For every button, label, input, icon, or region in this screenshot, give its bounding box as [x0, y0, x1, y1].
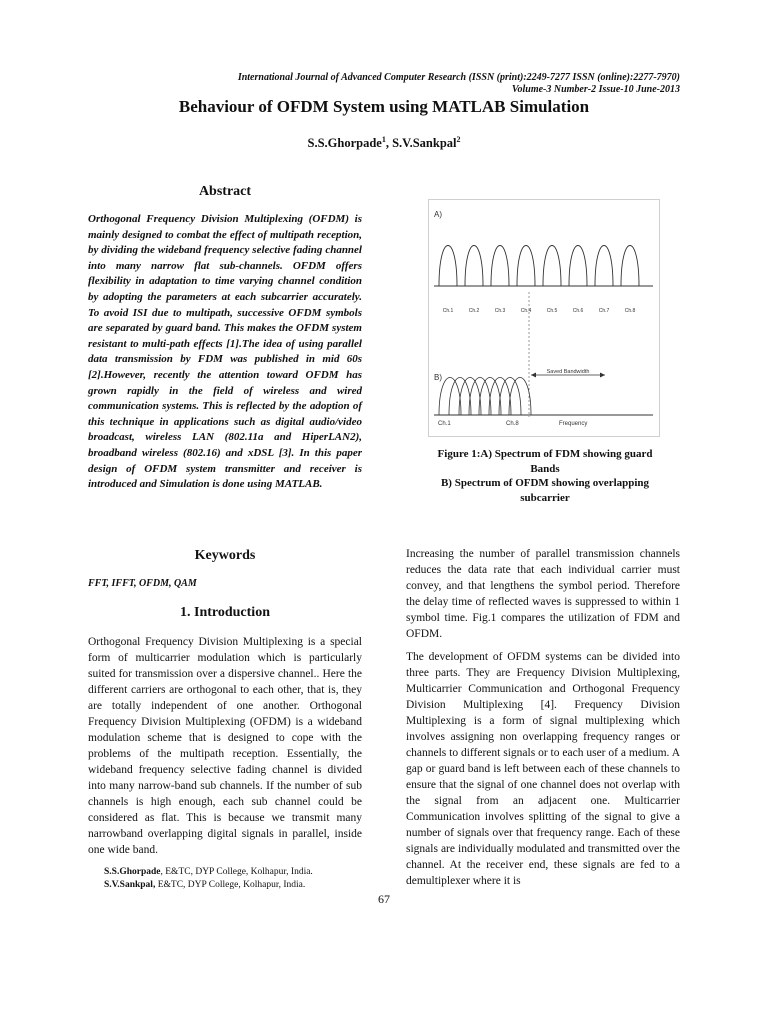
page-number: 67 [378, 892, 390, 906]
fdm-subcarrier-curve [569, 246, 587, 287]
fdm-channel-label: Ch.6 [572, 308, 584, 314]
author-name: S.S.Ghorpade [307, 136, 382, 151]
author-affiliations [104, 866, 364, 892]
affiliation-name: S.V.Sankpal, [104, 880, 156, 890]
fdm-channel-label: Ch.1 [442, 308, 454, 314]
caption-line: Bands [530, 462, 560, 475]
ofdm-axis-label-frequency: Frequency [559, 421, 588, 427]
keywords-heading: Keywords [194, 548, 256, 563]
figure-label-b: B) [434, 373, 442, 382]
figure-label-a: A) [434, 210, 442, 219]
fdm-subcarrier-curve [595, 246, 613, 287]
figure-caption [404, 447, 686, 505]
fdm-subcarrier-curve [621, 246, 639, 287]
affiliation-text: E&TC, DYP College, Kolhapur, India. [155, 880, 306, 890]
fdm-channel-label: Ch.2 [468, 308, 480, 314]
journal-header-line2: Volume-3 Number-2 Issue-10 June-2013 [511, 84, 680, 95]
fdm-channel-labels [443, 308, 636, 314]
body-paragraph: Increasing the number of parallel transmission channels reduces the data rate that each individual carrier must convey, and that lengthens the symbol period. Therefore the delay time of reflected waves is suppressed to within 1 symbol time. Fig.1 compares the utilization of FDM and OFDM. [406, 548, 680, 640]
paper-title: Behaviour of OFDM System using MATLAB Simulation [178, 97, 590, 116]
caption-line: Figure 1:A) Spectrum of FDM showing guard [437, 448, 653, 460]
fdm-channel-label: Ch.8 [624, 308, 636, 314]
ofdm-axis-label-ch1: Ch.1 [438, 421, 451, 427]
abstract-text: Orthogonal Frequency Division Multiplexing (OFDM) is mainly designed to combat the effect of multipath reception, by dividing the wideband frequency selective fading channel into many narrow flat sub-channels. OFDM offers flexibility in adaptation to time varying channel condition by adopting the parameters at each subcarrier accurately. To avoid ISI due to multipath, successive OFDM symbols are separated by guard band. This makes the OFDM system resistant to multi-path effects [1].The idea of using parallel data transmission by FDM was published in mid 60s [2].However, recently the attention toward OFDM has grown rapidly in the field of wireless and wired communication systems. This is reflected by the adoption of this technique in applications such as digital audio/video broadcast, wireless LAN (802.11a and HiperLAN2), broadband wireless (802.16) and xDSL [3]. In this paper design of OFDM system transmitter and receiver is introduced and Simulation is done using MATLAB. [88, 213, 362, 491]
author-superscript: 2 [456, 135, 461, 144]
author-line [0, 135, 768, 151]
arrow-left-head [531, 373, 536, 378]
fdm-subcarrier-curve [543, 246, 561, 287]
fdm-channel-label: Ch.7 [598, 308, 610, 314]
fdm-subcarrier-curve [465, 246, 483, 287]
introduction-text: Orthogonal Frequency Division Multiplexing is a special form of multicarrier modulation which is particularly suited for transmission over a dispersive channel.. Here the different carriers are orthogonal to each other, that is, they are totally independent of one another. Orthogonal Frequency Division Multiplexing (OFDM) is a wideband modulation scheme that is designed to cope with the problems of the multipath reception. Essentially, the wideband frequency selective fading channel is divided into many narrow-band sub channels. If the number of sub channels is high enough, each sub channel could be considered as flat. This is because we transmit many narrowband overlapping digital signals in parallel, inside one wide band. [88, 636, 362, 856]
affiliation-name: S.S.Ghorpade [104, 867, 161, 877]
author-superscript: 1 [381, 135, 386, 144]
author-separator: , [385, 136, 393, 151]
keywords-text: FFT, IFFT, OFDM, QAM [88, 578, 197, 589]
spectrum-figure [428, 199, 660, 437]
ofdm-axis-label-ch8: Ch.8 [506, 421, 519, 427]
body-paragraph: The development of OFDM systems can be divided into three parts. They are Frequency Division Multiplexing, Multicarrier Communication and Orthogonal Frequency Division Multiplexing [4]. Frequency Division Multiplexing is a form of signal multiplexing which involves assigning non overlapping frequency ranges or channels to different signals or to each user of a medium. A gap or guard band is left between each of these channels to ensure that the signal of one channel does not overlap with the signal from an adjacent one. Multicarrier Communication involves splitting of the signal to give a number of signals over that frequency range. Each of these signals are individually modulated and transmitted over the channel. At the receiver end, these signals are fed to a demultiplexer where it is [406, 651, 680, 887]
journal-header-line1: International Journal of Advanced Computer Research (ISSN (print):2249-7277 ISSN (online):2277-7970) [237, 72, 680, 83]
fdm-subcarrier-group [439, 246, 639, 287]
fdm-subcarrier-curve [439, 246, 457, 287]
ofdm-subcarrier-group [439, 378, 531, 416]
fdm-subcarrier-curve [491, 246, 509, 287]
fdm-channel-label: Ch.5 [546, 308, 558, 314]
introduction-heading: 1. Introduction [180, 605, 270, 620]
author-name: S.V.Sankpal [392, 136, 457, 151]
fdm-subcarrier-curve [517, 246, 535, 287]
caption-line: B) Spectrum of OFDM showing overlapping [440, 477, 650, 489]
saved-bandwidth-label: Saved Bandwidth [546, 369, 590, 375]
abstract-heading: Abstract [198, 184, 252, 199]
fdm-channel-label: Ch.4 [520, 308, 532, 314]
caption-line: subcarrier [520, 491, 570, 504]
affiliation-text: , E&TC, DYP College, Kolhapur, India. [160, 867, 313, 877]
fdm-channel-label: Ch.3 [494, 308, 506, 314]
arrow-right-head [600, 373, 605, 378]
spectrum-figure-graphic [429, 200, 659, 436]
